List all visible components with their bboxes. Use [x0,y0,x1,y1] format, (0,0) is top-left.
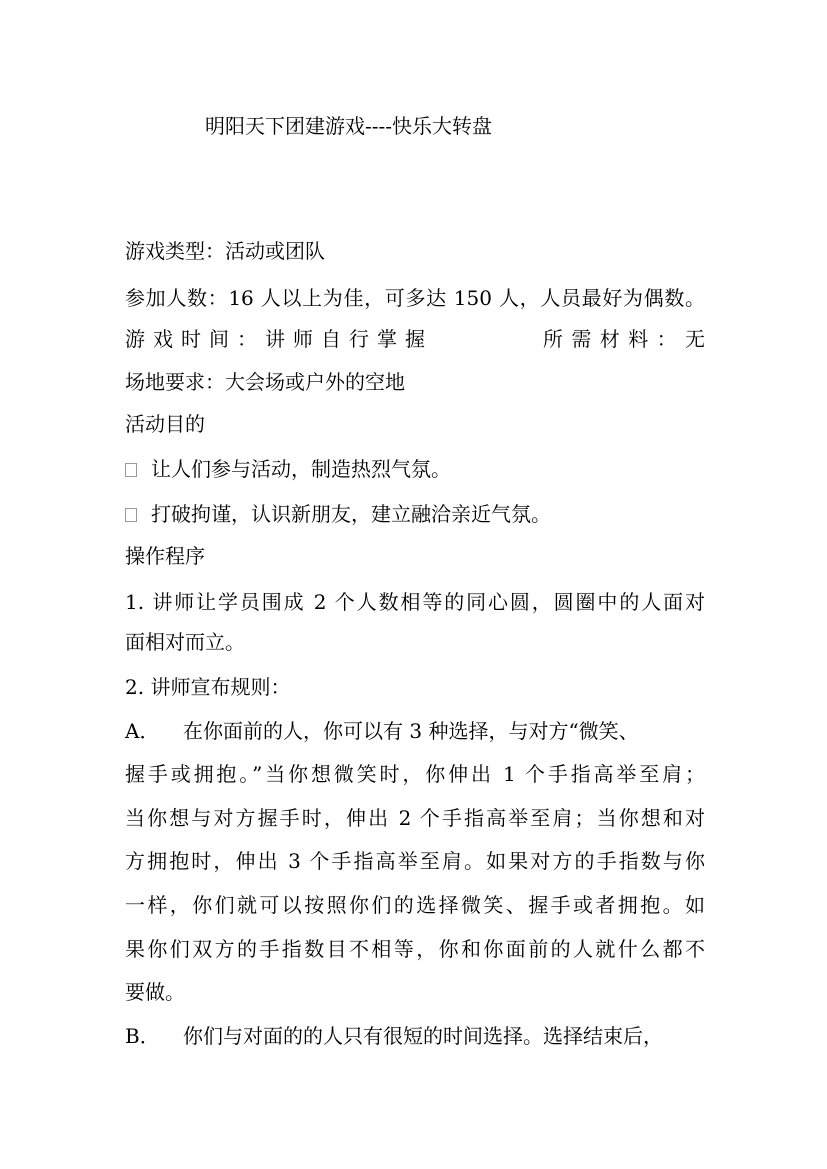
rule-a-line: 方拥抱时，伸出 3 个手指高举至肩。如果对方的手指数与你 [125,849,705,873]
venue: 场地要求：大会场或户外的空地 [125,370,405,394]
game-time: 游戏时间：讲师自行掌握 [125,327,425,351]
purpose-item-text: 打破拘谨，认识新朋友，建立融洽亲近气氛。 [151,502,551,526]
purpose-heading: 活动目的 [125,412,205,436]
participants: 参加人数：16 人以上为佳，可多达 150 人，人员最好为偶数。 [125,286,705,310]
rule-a-line: 果你们双方的手指数目不相等，你和你面前的人就什么都不 [125,937,705,961]
checkbox-bullet-icon [125,508,137,522]
step2: 2. 讲师宣布规则： [125,675,291,699]
rule-a-line: 握手或拥抱。”当你想微笑时，你伸出 1 个手指高举至肩； [125,762,705,786]
step1-line: 1. 讲师让学员围成 2 个人数相等的同心圆，圆圈中的人面对 [125,590,705,614]
checkbox-bullet-icon [125,463,137,477]
rule-b-label: B． [125,1024,160,1048]
rule-a-first-line [125,717,705,745]
rule-a-label: A． [125,719,160,743]
materials: 所需材料：无 [543,327,705,351]
rule-a-line: 一样，你们就可以按照你们的选择微笑、握手或者拥抱。如 [125,893,705,917]
rule-a-text: 在你面前的人，你可以有 3 种选择，与对方“微笑、 [183,719,639,743]
procedure-heading: 操作程序 [125,544,205,568]
rule-a-line: 当你想与对方握手时，伸出 2 个手指高举至肩；当你想和对 [125,806,705,830]
time-materials-row [125,325,705,353]
page-title: 明阳天下团建游戏----快乐大转盘 [205,114,493,138]
purpose-item [125,455,705,483]
rule-b-text: 你们与对面的的人只有很短的时间选择。选择结束后， [183,1024,663,1048]
rule-a-line: 要做。 [125,980,185,1004]
purpose-item [125,500,705,528]
step1-line: 面相对而立。 [125,630,245,654]
rule-b-first-line [125,1022,705,1050]
game-type: 游戏类型：活动或团队 [125,239,325,263]
purpose-item-text: 让人们参与活动，制造热烈气氛。 [151,457,451,481]
